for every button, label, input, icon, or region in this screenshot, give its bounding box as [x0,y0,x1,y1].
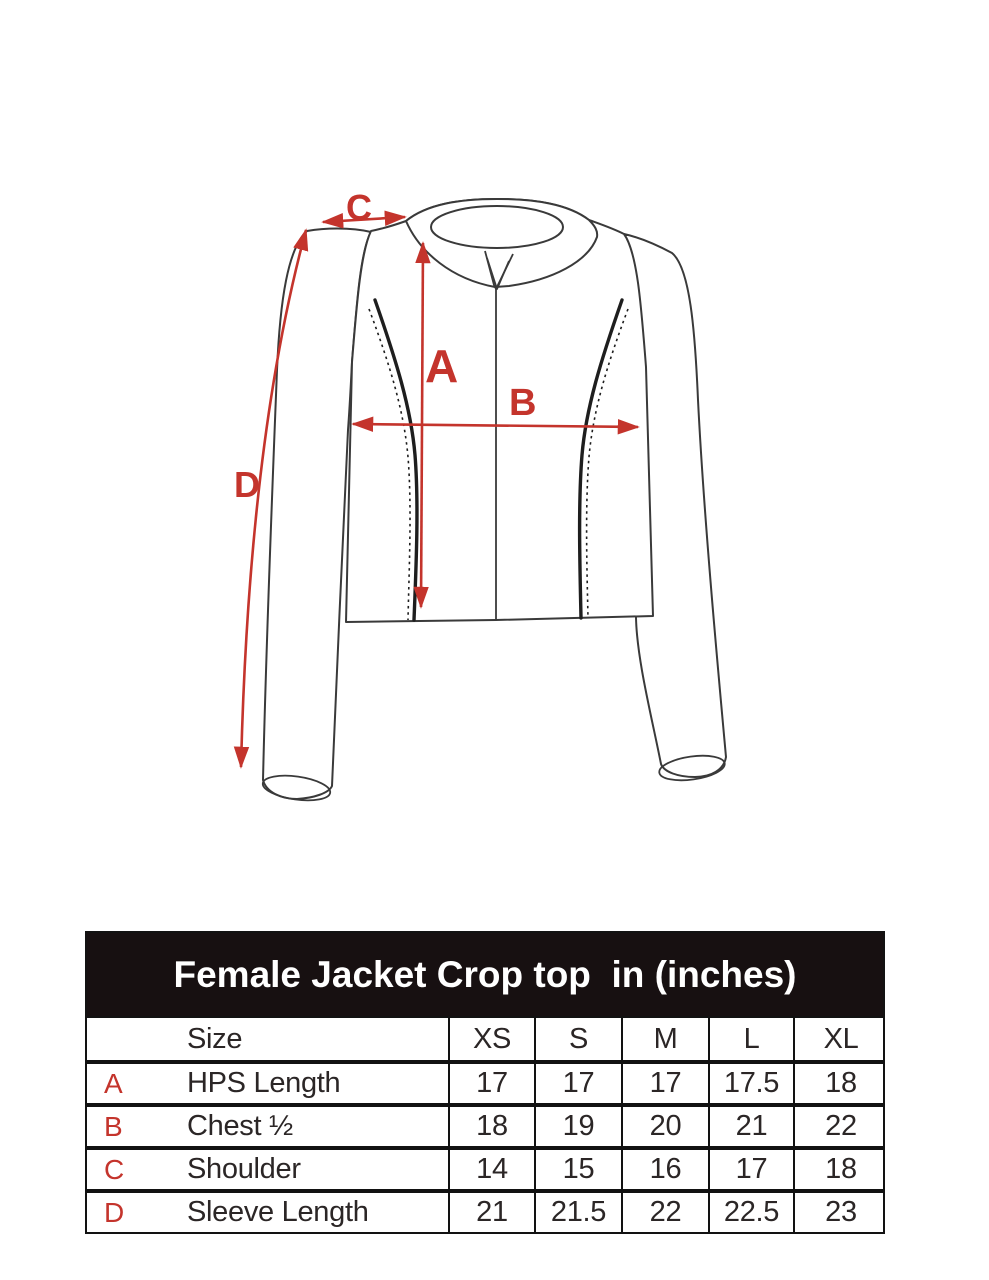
row-letter: B [104,1110,123,1142]
value-cell: 21.5 [534,1193,621,1232]
value-cell: 18 [793,1064,887,1103]
value-cell: 23 [793,1193,887,1232]
table-row-chest [87,1103,883,1146]
value-cell: 22.5 [708,1193,793,1232]
value-cell: 15 [534,1150,621,1189]
measurement-name-cell [87,1150,448,1189]
size-chart-table [85,931,885,1234]
size-col-xs: XS [448,1018,534,1060]
neck-opening [431,206,563,248]
value-cell: 18 [448,1107,534,1146]
row-letter: D [104,1196,124,1228]
value-cell: 14 [448,1150,534,1189]
row-letter: A [104,1067,123,1099]
value-cell: 17 [621,1064,708,1103]
table-row-hps-length [87,1060,883,1103]
value-cell: 21 [708,1107,793,1146]
value-cell: 17 [708,1150,793,1189]
measurement-name-cell [87,1107,448,1146]
value-cell: 22 [793,1107,887,1146]
measurement-label-d: D [234,464,260,505]
row-label: Sleeve Length [187,1196,369,1228]
table-row-sleeve-length [87,1189,883,1232]
value-cell: 19 [534,1107,621,1146]
value-cell: 16 [621,1150,708,1189]
size-header-cell [87,1018,448,1060]
row-label: Shoulder [187,1153,301,1185]
measurement-name-cell [87,1193,448,1232]
measurement-label-b: B [509,382,537,424]
row-label: Chest ½ [187,1110,293,1142]
value-cell: 17 [534,1064,621,1103]
size-header-row [87,1016,883,1060]
table-title: Female Jacket Crop top in (inches) [87,933,883,1016]
value-cell: 18 [793,1150,887,1189]
size-col-l: L [708,1018,793,1060]
size-col-s: S [534,1018,621,1060]
size-col-m: M [621,1018,708,1060]
value-cell: 20 [621,1107,708,1146]
value-cell: 21 [448,1193,534,1232]
row-letter: C [104,1153,124,1185]
measurement-label-a: A [425,340,459,392]
measurement-name-cell [87,1064,448,1103]
value-cell: 17.5 [708,1064,793,1103]
measurement-label-c: C [346,187,372,228]
table-row-shoulder [87,1146,883,1189]
row-label: HPS Length [187,1067,341,1099]
size-label: Size [187,1022,243,1055]
value-cell: 17 [448,1064,534,1103]
value-cell: 22 [621,1193,708,1232]
size-col-xl: XL [793,1018,887,1060]
